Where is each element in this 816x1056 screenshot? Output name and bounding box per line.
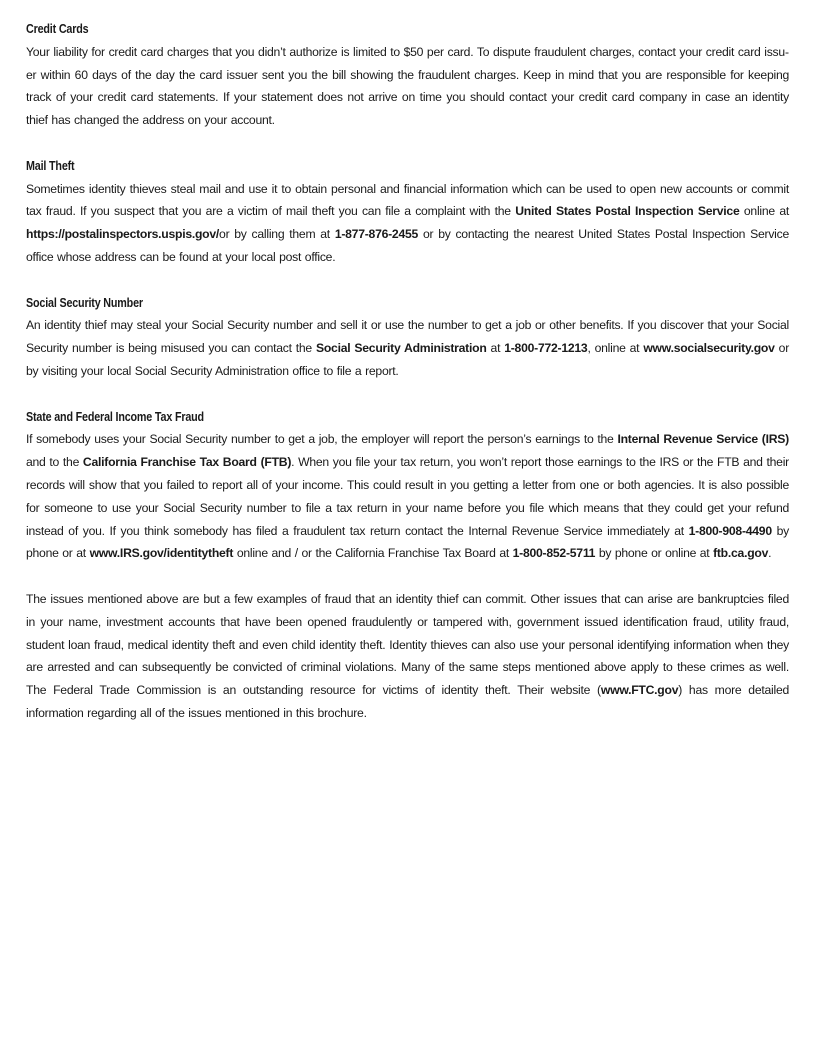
emphasized-text: 1-800-852-5711 [512,546,596,561]
emphasized-text: 1-877-876-2455 [334,227,419,242]
body-text: . When you file your tax return, you won’t report those earnings to the IRS or the FTB and their records will show that you failed to report all of your income. This could result in you getting a letter from one or both agencies. It is also possible for someone to use your Social Security number to file a tax return in your name before you file which means that they could get your refund instead of you. If you think somebody has filed a fraudulent tax return contact the Internal Revenue Service immediately at [26,455,789,538]
emphasized-text: ftb.ca.gov [713,546,769,561]
body-text: at [486,341,505,356]
body-text: by phone or online at [595,546,714,561]
emphasized-text: www.FTC.gov [600,683,679,698]
section-paragraph [26,428,789,565]
emphasized-text: https://postalinspectors.uspis.gov/ [26,227,220,242]
emphasized-text: www.socialsecurity.gov [643,341,775,356]
body-text: The issues mentioned above are but a few examples of fraud that an identity thief can commit. Other issues that can arise are bankruptcies filed in your name, investment accounts that have been opened fraudulently or tampered with, government issued identification fraud, utility fraud, student loan fraud, medical identity theft and even child identity theft. Identity thieves can also use your personal identifying information when they are arrested and can subsequently be convicted of criminal violations. Many of the same steps mentioned above apply to these crimes as well. The Federal Trade Commission is an outstanding resource for victims of identity theft. Their website ( [26,591,789,698]
emphasized-text: 1-800-772-1213 [504,341,588,356]
body-text: online at [739,204,789,219]
section-heading: Social Security Number [26,295,143,310]
document-page [26,18,789,748]
section-heading: State and Federal Income Tax Fraud [26,409,204,424]
emphasized-text: 1-800-908-4490 [688,523,772,538]
body-text: or by visiting your local Social Security Administration office to file a report. [26,341,790,378]
emphasized-text: California Franchise Tax Board (FTB) [82,455,292,470]
section-credit-cards [26,18,789,132]
body-text: Your liability for credit card charges that you didn’t authorize is limited to $50 per card. To dispute fraudulent charges, contact your credit card issuer within 60 days of the day the card issuer sent you the bill showing the fraudulent charges. Keep in mind that you are responsible for keeping track of your credit card statements. If your statement does not arrive on time you should contact your credit card company in case an identity thief has changed the address on your account. [26,44,789,128]
section-paragraph [26,41,789,132]
section-closing-summary [26,588,789,725]
body-text: online and / or the California Franchise Tax Board at [233,546,513,561]
body-text: If somebody uses your Social Security number to get a job, the employer will report the person’s earnings to the [26,432,618,447]
section-paragraph [26,178,789,269]
emphasized-text: www.IRS.gov/identitytheft [89,546,234,561]
body-text: , online at [587,341,644,356]
emphasized-text: Internal Revenue Service (IRS) [617,432,789,447]
section-paragraph [26,588,789,725]
emphasized-text: Social Security Administration [315,341,487,356]
body-text: and to the [26,455,83,470]
body-text: . [768,546,772,561]
body-text: ) has more detailed information regarding all of the issues mentioned in this brochure. [26,683,790,720]
body-text: Sometimes identity thieves steal mail and use it to obtain personal and financial information which can be used to open new accounts or commit tax fraud. If you suspect that you are a victim of mail theft you can file a complaint with the [26,181,789,219]
section-paragraph [26,314,789,382]
body-text: or by contacting the nearest United States Postal Inspection Service office whose address can be found at your local post office. [26,227,789,264]
emphasized-text: United States Postal Inspection Service [515,204,740,219]
section-social-security-number [26,292,789,383]
section-heading: Credit Cards [26,22,89,36]
body-text: by phone or at [26,523,790,561]
section-state-and-federal-income-tax-fraud [26,406,789,566]
section-heading: Mail Theft [26,158,75,173]
section-mail-theft [26,155,789,269]
body-text: An identity thief may steal your Social Security number and sell it or use the number to get a job or other benefits. If you discover that your Social Security number is being misused you can contact the [26,318,789,356]
body-text: or by calling them at [219,227,335,242]
